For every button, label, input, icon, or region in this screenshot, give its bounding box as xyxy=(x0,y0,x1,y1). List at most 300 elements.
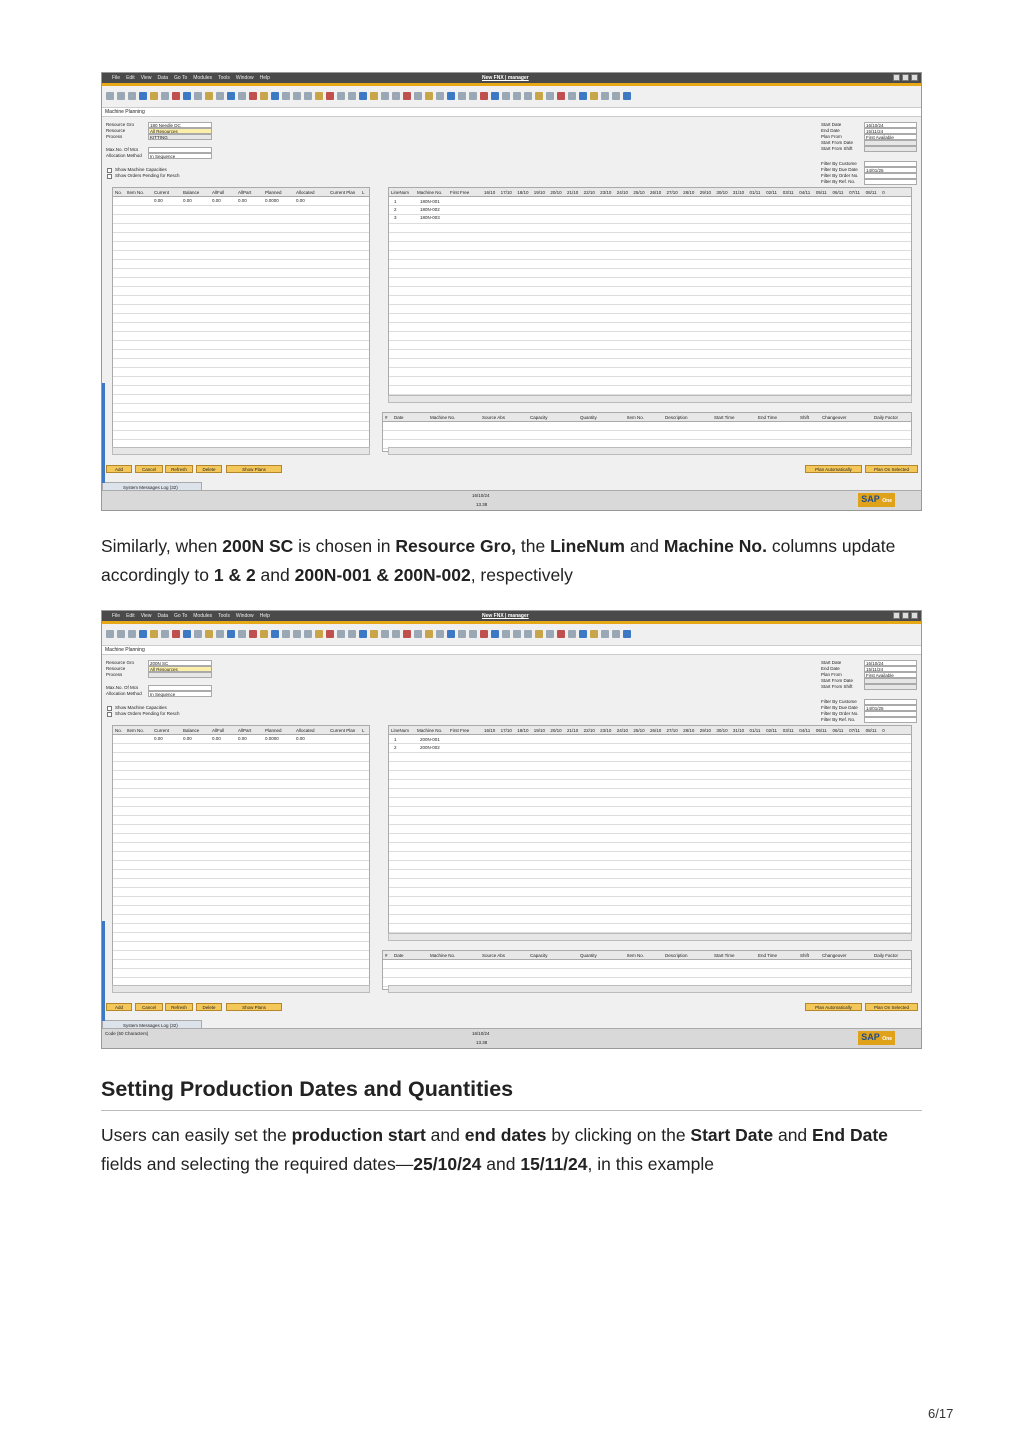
toolbar-icon[interactable] xyxy=(403,92,411,100)
detail-col-header[interactable]: Source Abs xyxy=(482,415,506,420)
show-plans-button[interactable]: Show Plans xyxy=(226,1003,282,1011)
left-col-header[interactable]: Current xyxy=(154,190,170,195)
detail-col-header[interactable]: Daily Factor xyxy=(874,953,899,958)
toolbar-icon[interactable] xyxy=(403,630,411,638)
schedule-col-header[interactable]: 18/10 xyxy=(517,190,529,195)
toolbar-icon[interactable] xyxy=(568,92,576,100)
toolbar-icon[interactable] xyxy=(469,92,477,100)
toolbar-icon[interactable] xyxy=(568,630,576,638)
detail-col-header[interactable]: Quantity xyxy=(580,415,597,420)
schedule-col-header[interactable]: 31/10 xyxy=(732,190,745,195)
toolbar-icon[interactable] xyxy=(348,630,356,638)
schedule-col-header[interactable]: 03/11 xyxy=(782,728,794,733)
toolbar-icon[interactable] xyxy=(282,630,290,638)
menu-item-tools[interactable]: Tools xyxy=(218,613,230,619)
toolbar-icon[interactable] xyxy=(458,630,466,638)
start-from-shift-field[interactable] xyxy=(864,684,917,690)
toolbar-icon[interactable] xyxy=(227,630,235,638)
left-col-header[interactable]: L xyxy=(362,190,365,195)
schedule-col-header[interactable]: 08/11 xyxy=(865,728,877,733)
left-cell[interactable]: 0.00 xyxy=(154,736,163,741)
toolbar-icon[interactable] xyxy=(238,630,246,638)
cancel-button[interactable]: Cancel xyxy=(135,1003,163,1011)
line-num-cell[interactable]: 1 xyxy=(394,737,397,742)
left-col-header[interactable]: Planned xyxy=(265,728,282,733)
schedule-col-header[interactable]: 04/11 xyxy=(799,190,811,195)
toolbar-icon[interactable] xyxy=(436,92,444,100)
detail-col-header[interactable]: Machine No. xyxy=(430,415,456,420)
toolbar-icon[interactable] xyxy=(447,92,455,100)
left-col-header[interactable]: Current xyxy=(154,728,170,733)
toolbar-icon[interactable] xyxy=(106,630,114,638)
schedule-col-header[interactable]: 02/11 xyxy=(766,728,778,733)
menu-item-go-to[interactable]: Go To xyxy=(174,613,188,619)
toolbar-icon[interactable] xyxy=(260,92,268,100)
schedule-grid-scrollbar[interactable] xyxy=(388,933,912,941)
detail-col-header[interactable]: Machine No. xyxy=(430,953,456,958)
toolbar-icon[interactable] xyxy=(513,630,521,638)
show-capacities-checkbox[interactable] xyxy=(107,706,112,711)
toolbar-icon[interactable] xyxy=(370,92,378,100)
schedule-col-header[interactable]: 01/11 xyxy=(749,728,761,733)
detail-col-header[interactable]: End Time xyxy=(758,953,778,958)
detail-col-header[interactable]: Capacity xyxy=(530,415,548,420)
toolbar-icon[interactable] xyxy=(623,630,631,638)
minimize-icon[interactable] xyxy=(893,612,900,619)
schedule-col-header[interactable]: 16/10 xyxy=(484,190,496,195)
resource-select[interactable]: All Resources xyxy=(148,128,212,134)
schedule-col-header[interactable]: 24/10 xyxy=(616,728,629,733)
label-process: Process xyxy=(106,134,123,139)
line-num-cell[interactable]: 2 xyxy=(394,745,397,750)
menu-item-view[interactable]: View xyxy=(140,613,152,619)
toolbar-icon[interactable] xyxy=(139,92,147,100)
detail-col-header[interactable]: Capacity xyxy=(530,953,548,958)
toolbar-icon[interactable] xyxy=(590,630,598,638)
toolbar-icon[interactable] xyxy=(238,92,246,100)
schedule-col-header[interactable]: 20/10 xyxy=(550,190,562,195)
system-messages-log[interactable]: System Messages Log (32) xyxy=(102,1020,202,1030)
schedule-col-header[interactable]: 03/11 xyxy=(782,190,794,195)
left-cell[interactable]: 0.00 xyxy=(183,198,192,203)
left-col-header[interactable]: AllFull xyxy=(212,728,225,733)
schedule-col-header[interactable]: 29/10 xyxy=(699,728,711,733)
maximize-icon[interactable] xyxy=(902,74,909,81)
toolbar-icon[interactable] xyxy=(194,92,202,100)
filter-ref-no-field[interactable] xyxy=(864,179,917,185)
schedule-col-header[interactable]: 21/10 xyxy=(566,190,579,195)
schedule-col-header[interactable]: 06/11 xyxy=(832,728,844,733)
detail-grid-scrollbar[interactable] xyxy=(388,985,912,993)
end-date-field[interactable]: 15/11/24 xyxy=(864,666,917,672)
toolbar-icon[interactable] xyxy=(161,92,169,100)
machine-no-cell[interactable]: 180N-002 xyxy=(420,207,440,212)
schedule-col-header[interactable]: 18/10 xyxy=(517,728,529,733)
toolbar-icon[interactable] xyxy=(381,630,389,638)
plan-on-selected-button[interactable]: Plan On Selected xyxy=(865,465,918,473)
toolbar-icon[interactable] xyxy=(205,630,213,638)
left-col-header[interactable]: Item No. xyxy=(127,728,145,733)
toolbar-icon[interactable] xyxy=(425,92,433,100)
start-date-field[interactable]: 16/10/24 xyxy=(864,660,917,666)
resource-select[interactable]: All Resources xyxy=(148,666,212,672)
toolbar-icon[interactable] xyxy=(183,630,191,638)
plan-automatically-button[interactable]: Plan Automatically xyxy=(805,465,862,473)
menu-item-help[interactable]: Help xyxy=(259,75,270,81)
toolbar-icon[interactable] xyxy=(128,92,136,100)
allocation-method-select[interactable]: In Sequence xyxy=(148,691,212,697)
schedule-col-header[interactable]: 19/10 xyxy=(533,190,546,195)
schedule-col-header[interactable]: 26/10 xyxy=(649,728,662,733)
start-from-shift-field[interactable] xyxy=(864,146,917,152)
machine-no-cell[interactable]: 180N-003 xyxy=(420,215,440,220)
delete-button[interactable]: Delete xyxy=(196,465,222,473)
status-date: 16/10/24 xyxy=(472,1031,490,1036)
toolbar-icon[interactable] xyxy=(359,92,367,100)
filter-due-date-field[interactable]: 14/01/25 xyxy=(864,167,917,173)
process-field[interactable] xyxy=(148,672,212,678)
toolbar-icon[interactable] xyxy=(304,92,312,100)
plan-automatically-button[interactable]: Plan Automatically xyxy=(805,1003,862,1011)
toolbar-icon[interactable] xyxy=(491,92,499,100)
schedule-col-header[interactable]: 25/10 xyxy=(633,728,645,733)
add-button[interactable]: Add xyxy=(106,1003,132,1011)
left-cell[interactable]: 0.00 xyxy=(296,736,305,741)
resource-gro-select[interactable]: 180 Needle DC xyxy=(148,122,212,128)
schedule-col-header[interactable]: 17/10 xyxy=(500,190,512,195)
toolbar-icon[interactable] xyxy=(557,92,565,100)
show-plans-button[interactable]: Show Plans xyxy=(226,465,282,473)
show-pending-checkbox[interactable] xyxy=(107,712,112,717)
toolbar-icon[interactable] xyxy=(326,630,334,638)
toolbar-icon[interactable] xyxy=(590,92,598,100)
left-col-header[interactable]: No. xyxy=(115,728,123,733)
left-col-header[interactable]: Allocated xyxy=(296,728,315,733)
toolbar-icon[interactable] xyxy=(205,92,213,100)
left-col-header[interactable]: Allocated xyxy=(296,190,315,195)
toolbar-icon[interactable] xyxy=(579,92,587,100)
minimize-icon[interactable] xyxy=(893,74,900,81)
cancel-button[interactable]: Cancel xyxy=(135,465,163,473)
window-title: New FNX | manager xyxy=(482,75,529,81)
toolbar-icon[interactable] xyxy=(392,92,400,100)
schedule-col-header[interactable]: 08/11 xyxy=(865,190,877,195)
left-cell[interactable]: 0.0000 xyxy=(265,736,279,741)
left-col-header[interactable]: Planned xyxy=(265,190,282,195)
allocation-method-select[interactable]: In Sequence xyxy=(148,153,212,159)
schedule-col-header[interactable]: 21/10 xyxy=(566,728,579,733)
schedule-col-header[interactable]: 27/10 xyxy=(666,190,678,195)
maximize-icon[interactable] xyxy=(902,612,909,619)
toolbar-icon[interactable] xyxy=(414,630,422,638)
toolbar-icon[interactable] xyxy=(513,92,521,100)
menu-item-view[interactable]: View xyxy=(140,75,152,81)
menu-item-go-to[interactable]: Go To xyxy=(174,75,188,81)
schedule-col-header[interactable]: Machine No. xyxy=(417,190,443,195)
refresh-button[interactable]: Refresh xyxy=(165,465,193,473)
left-col-header[interactable]: No. xyxy=(115,190,123,195)
toolbar-icon[interactable] xyxy=(172,630,180,638)
plan-from-select[interactable]: First Available xyxy=(864,672,917,678)
toolbar-icon[interactable] xyxy=(106,92,114,100)
line-num-cell[interactable]: 3 xyxy=(394,215,397,220)
left-grid[interactable] xyxy=(112,187,370,451)
toolbar-icon[interactable] xyxy=(381,92,389,100)
left-col-header[interactable]: AllPart xyxy=(238,190,252,195)
menu-item-file[interactable]: File xyxy=(112,613,121,619)
schedule-col-header[interactable]: 0 xyxy=(882,728,885,733)
toolbar-icon[interactable] xyxy=(337,92,345,100)
toolbar-icon[interactable] xyxy=(315,92,323,100)
menu-item-data[interactable]: Data xyxy=(157,613,168,619)
schedule-col-header[interactable]: 28/10 xyxy=(683,190,695,195)
toolbar-icon[interactable] xyxy=(414,92,422,100)
detail-col-header[interactable]: Item No. xyxy=(627,415,645,420)
menu-item-modules[interactable]: Modules xyxy=(193,75,213,81)
toolbar-icon[interactable] xyxy=(249,92,257,100)
left-cell[interactable]: 0.00 xyxy=(154,198,163,203)
menu-item-data[interactable]: Data xyxy=(157,75,168,81)
detail-col-header[interactable]: Shift xyxy=(800,953,810,958)
menu-item-help[interactable]: Help xyxy=(259,613,270,619)
detail-col-header[interactable]: Source Abs xyxy=(482,953,506,958)
left-col-header[interactable]: L xyxy=(362,728,365,733)
left-cell[interactable]: 0.00 xyxy=(212,736,221,741)
toolbar-icon[interactable] xyxy=(502,630,510,638)
machine-no-cell[interactable]: 200N-002 xyxy=(420,745,440,750)
left-cell[interactable]: 0.00 xyxy=(212,198,221,203)
schedule-col-header[interactable]: 24/10 xyxy=(616,190,629,195)
toolbar-icon[interactable] xyxy=(337,630,345,638)
schedule-col-header[interactable]: 07/11 xyxy=(849,190,860,195)
schedule-col-header[interactable]: 0 xyxy=(882,190,885,195)
toolbar-icon[interactable] xyxy=(161,630,169,638)
show-pending-checkbox[interactable] xyxy=(107,174,112,179)
detail-col-header[interactable]: Item No. xyxy=(627,953,645,958)
toolbar-icon[interactable] xyxy=(524,92,532,100)
toolbar-icon[interactable] xyxy=(359,630,367,638)
schedule-col-header[interactable]: 16/10 xyxy=(484,728,496,733)
left-grid-scrollbar[interactable] xyxy=(112,985,370,993)
schedule-col-header[interactable]: 17/10 xyxy=(500,728,512,733)
toolbar-icon[interactable] xyxy=(546,92,554,100)
toolbar-icon[interactable] xyxy=(150,92,158,100)
left-col-header[interactable]: Item No. xyxy=(127,190,145,195)
schedule-col-header[interactable]: 01/11 xyxy=(749,190,761,195)
show-capacities-checkbox[interactable] xyxy=(107,168,112,173)
toolbar-icon[interactable] xyxy=(370,630,378,638)
plan-from-select[interactable]: First Available xyxy=(864,134,917,140)
toolbar-icon[interactable] xyxy=(480,630,488,638)
close-icon[interactable] xyxy=(911,74,918,81)
detail-col-header[interactable]: Changeover xyxy=(822,953,847,958)
toolbar-icon[interactable] xyxy=(117,92,125,100)
left-cell[interactable]: 0.00 xyxy=(296,198,305,203)
left-col-header[interactable]: AllPart xyxy=(238,728,252,733)
schedule-col-header[interactable]: 25/10 xyxy=(633,190,645,195)
filter-due-date-field[interactable]: 14/01/25 xyxy=(864,705,917,711)
toolbar-icon[interactable] xyxy=(557,630,565,638)
toolbar-icon[interactable] xyxy=(183,92,191,100)
schedule-col-header[interactable]: 26/10 xyxy=(649,190,662,195)
toolbar-icon[interactable] xyxy=(315,630,323,638)
delete-button[interactable]: Delete xyxy=(196,1003,222,1011)
machine-no-cell[interactable]: 180N-001 xyxy=(420,199,440,204)
detail-grid-scrollbar[interactable] xyxy=(388,447,912,455)
detail-grid[interactable] xyxy=(382,412,912,452)
toolbar-icon[interactable] xyxy=(425,630,433,638)
schedule-grid-scrollbar[interactable] xyxy=(388,395,912,403)
detail-col-header[interactable]: # xyxy=(385,415,388,420)
detail-col-header[interactable]: Start Time xyxy=(714,953,735,958)
left-col-header[interactable]: Current Plan xyxy=(330,728,356,733)
resource-gro-select[interactable]: 200N SC xyxy=(148,660,212,666)
toolbar-icon[interactable] xyxy=(227,92,235,100)
toolbar-icon[interactable] xyxy=(546,630,554,638)
toolbar-icon[interactable] xyxy=(502,92,510,100)
toolbar-icon[interactable] xyxy=(535,630,543,638)
schedule-col-header[interactable]: 02/11 xyxy=(766,190,778,195)
schedule-col-header[interactable]: 30/10 xyxy=(716,728,728,733)
detail-col-header[interactable]: Start Time xyxy=(714,415,735,420)
toolbar-icon[interactable] xyxy=(260,630,268,638)
detail-col-header[interactable]: Date xyxy=(394,953,404,958)
schedule-col-header[interactable]: First Free xyxy=(450,728,470,733)
process-field[interactable]: KITTING xyxy=(148,134,212,140)
toolbar-icon[interactable] xyxy=(249,630,257,638)
toolbar-icon[interactable] xyxy=(216,92,224,100)
toolbar-icon[interactable] xyxy=(392,630,400,638)
menu-item-edit[interactable]: Edit xyxy=(126,75,135,81)
toolbar-icon[interactable] xyxy=(128,630,136,638)
detail-grid[interactable] xyxy=(382,950,912,990)
refresh-button[interactable]: Refresh xyxy=(165,1003,193,1011)
schedule-col-header[interactable]: 19/10 xyxy=(533,728,546,733)
schedule-col-header[interactable]: LineNum xyxy=(391,728,410,733)
schedule-grid[interactable] xyxy=(388,187,912,397)
schedule-col-header[interactable]: First Free xyxy=(450,190,470,195)
toolbar-icon[interactable] xyxy=(535,92,543,100)
left-cell[interactable]: 0.00 xyxy=(183,736,192,741)
toolbar-icon[interactable] xyxy=(348,92,356,100)
left-col-header[interactable]: Balance xyxy=(183,728,200,733)
schedule-col-header[interactable]: LineNum xyxy=(391,190,410,195)
system-messages-log[interactable]: System Messages Log (32) xyxy=(102,482,202,492)
left-grid-header xyxy=(113,188,369,197)
detail-col-header[interactable]: # xyxy=(385,953,388,958)
toolbar-icon[interactable] xyxy=(524,630,532,638)
schedule-col-header[interactable]: 29/10 xyxy=(699,190,711,195)
schedule-col-header[interactable]: 20/10 xyxy=(550,728,562,733)
detail-col-header[interactable]: End Time xyxy=(758,415,778,420)
schedule-col-header[interactable]: 30/10 xyxy=(716,190,728,195)
schedule-col-header[interactable]: 27/10 xyxy=(666,728,678,733)
left-grid-scrollbar[interactable] xyxy=(112,447,370,455)
left-col-header[interactable]: Current Plan xyxy=(330,190,356,195)
toolbar-icon[interactable] xyxy=(271,92,279,100)
toolbar-icon[interactable] xyxy=(172,92,180,100)
line-num-cell[interactable]: 2 xyxy=(394,207,397,212)
schedule-col-header[interactable]: 06/11 xyxy=(832,190,844,195)
toolbar-icon[interactable] xyxy=(469,630,477,638)
detail-col-header[interactable]: Changeover xyxy=(822,415,847,420)
filter-ref-no-field[interactable] xyxy=(864,717,917,723)
schedule-col-header[interactable]: 22/10 xyxy=(583,728,595,733)
schedule-col-header[interactable]: Machine No. xyxy=(417,728,443,733)
left-cell[interactable]: 0.00 xyxy=(238,736,247,741)
schedule-col-header[interactable]: 07/11 xyxy=(849,728,860,733)
toolbar-icon[interactable] xyxy=(304,630,312,638)
schedule-col-header[interactable]: 23/10 xyxy=(600,190,612,195)
toolbar-icon[interactable] xyxy=(601,92,609,100)
schedule-col-header[interactable]: 22/10 xyxy=(583,190,595,195)
schedule-col-header[interactable]: 04/11 xyxy=(799,728,811,733)
add-button[interactable]: Add xyxy=(106,465,132,473)
machine-no-cell[interactable]: 200N-001 xyxy=(420,737,440,742)
left-col-header[interactable]: Balance xyxy=(183,190,200,195)
start-date-field[interactable]: 16/10/24 xyxy=(864,122,917,128)
schedule-col-header[interactable]: 28/10 xyxy=(683,728,695,733)
toolbar-icon[interactable] xyxy=(282,92,290,100)
toolbar-icon[interactable] xyxy=(447,630,455,638)
detail-col-header[interactable]: Description xyxy=(665,415,688,420)
toolbar-icon[interactable] xyxy=(436,630,444,638)
detail-col-header[interactable]: Quantity xyxy=(580,953,597,958)
toolbar-icon[interactable] xyxy=(623,92,631,100)
toolbar-icon[interactable] xyxy=(612,630,620,638)
toolbar-icon[interactable] xyxy=(271,630,279,638)
schedule-col-header[interactable]: 31/10 xyxy=(732,728,745,733)
toolbar-icon[interactable] xyxy=(194,630,202,638)
toolbar-icon[interactable] xyxy=(458,92,466,100)
schedule-grid[interactable] xyxy=(388,725,912,935)
toolbar-icon[interactable] xyxy=(293,630,301,638)
toolbar-icon[interactable] xyxy=(139,630,147,638)
end-date-field[interactable]: 15/11/24 xyxy=(864,128,917,134)
toolbar-icon[interactable] xyxy=(491,630,499,638)
schedule-col-header[interactable]: 05/11 xyxy=(815,190,827,195)
toolbar-icon[interactable] xyxy=(216,630,224,638)
detail-col-header[interactable]: Shift xyxy=(800,415,810,420)
detail-col-header[interactable]: Daily Factor xyxy=(874,415,899,420)
menu-item-edit[interactable]: Edit xyxy=(126,613,135,619)
schedule-col-header[interactable]: 05/11 xyxy=(815,728,827,733)
detail-col-header[interactable]: Date xyxy=(394,415,404,420)
left-cell[interactable]: 0.0000 xyxy=(265,198,279,203)
menu-item-window[interactable]: Window xyxy=(235,613,254,619)
menu-item-tools[interactable]: Tools xyxy=(218,75,230,81)
toolbar-icon[interactable] xyxy=(150,630,158,638)
toolbar-icon[interactable] xyxy=(601,630,609,638)
toolbar-icon[interactable] xyxy=(612,92,620,100)
schedule-col-header[interactable]: 23/10 xyxy=(600,728,612,733)
line-num-cell[interactable]: 1 xyxy=(394,199,397,204)
toolbar-icon[interactable] xyxy=(293,92,301,100)
toolbar-icon[interactable] xyxy=(480,92,488,100)
plan-on-selected-button[interactable]: Plan On Selected xyxy=(865,1003,918,1011)
close-icon[interactable] xyxy=(911,612,918,619)
menu-item-window[interactable]: Window xyxy=(235,75,254,81)
toolbar-icon[interactable] xyxy=(326,92,334,100)
detail-col-header[interactable]: Description xyxy=(665,953,688,958)
left-cell[interactable]: 0.00 xyxy=(238,198,247,203)
menu-item-file[interactable]: File xyxy=(112,75,121,81)
left-grid[interactable] xyxy=(112,725,370,989)
toolbar-icon[interactable] xyxy=(579,630,587,638)
left-col-header[interactable]: AllFull xyxy=(212,190,225,195)
menu-item-modules[interactable]: Modules xyxy=(193,613,213,619)
toolbar-icon[interactable] xyxy=(117,630,125,638)
